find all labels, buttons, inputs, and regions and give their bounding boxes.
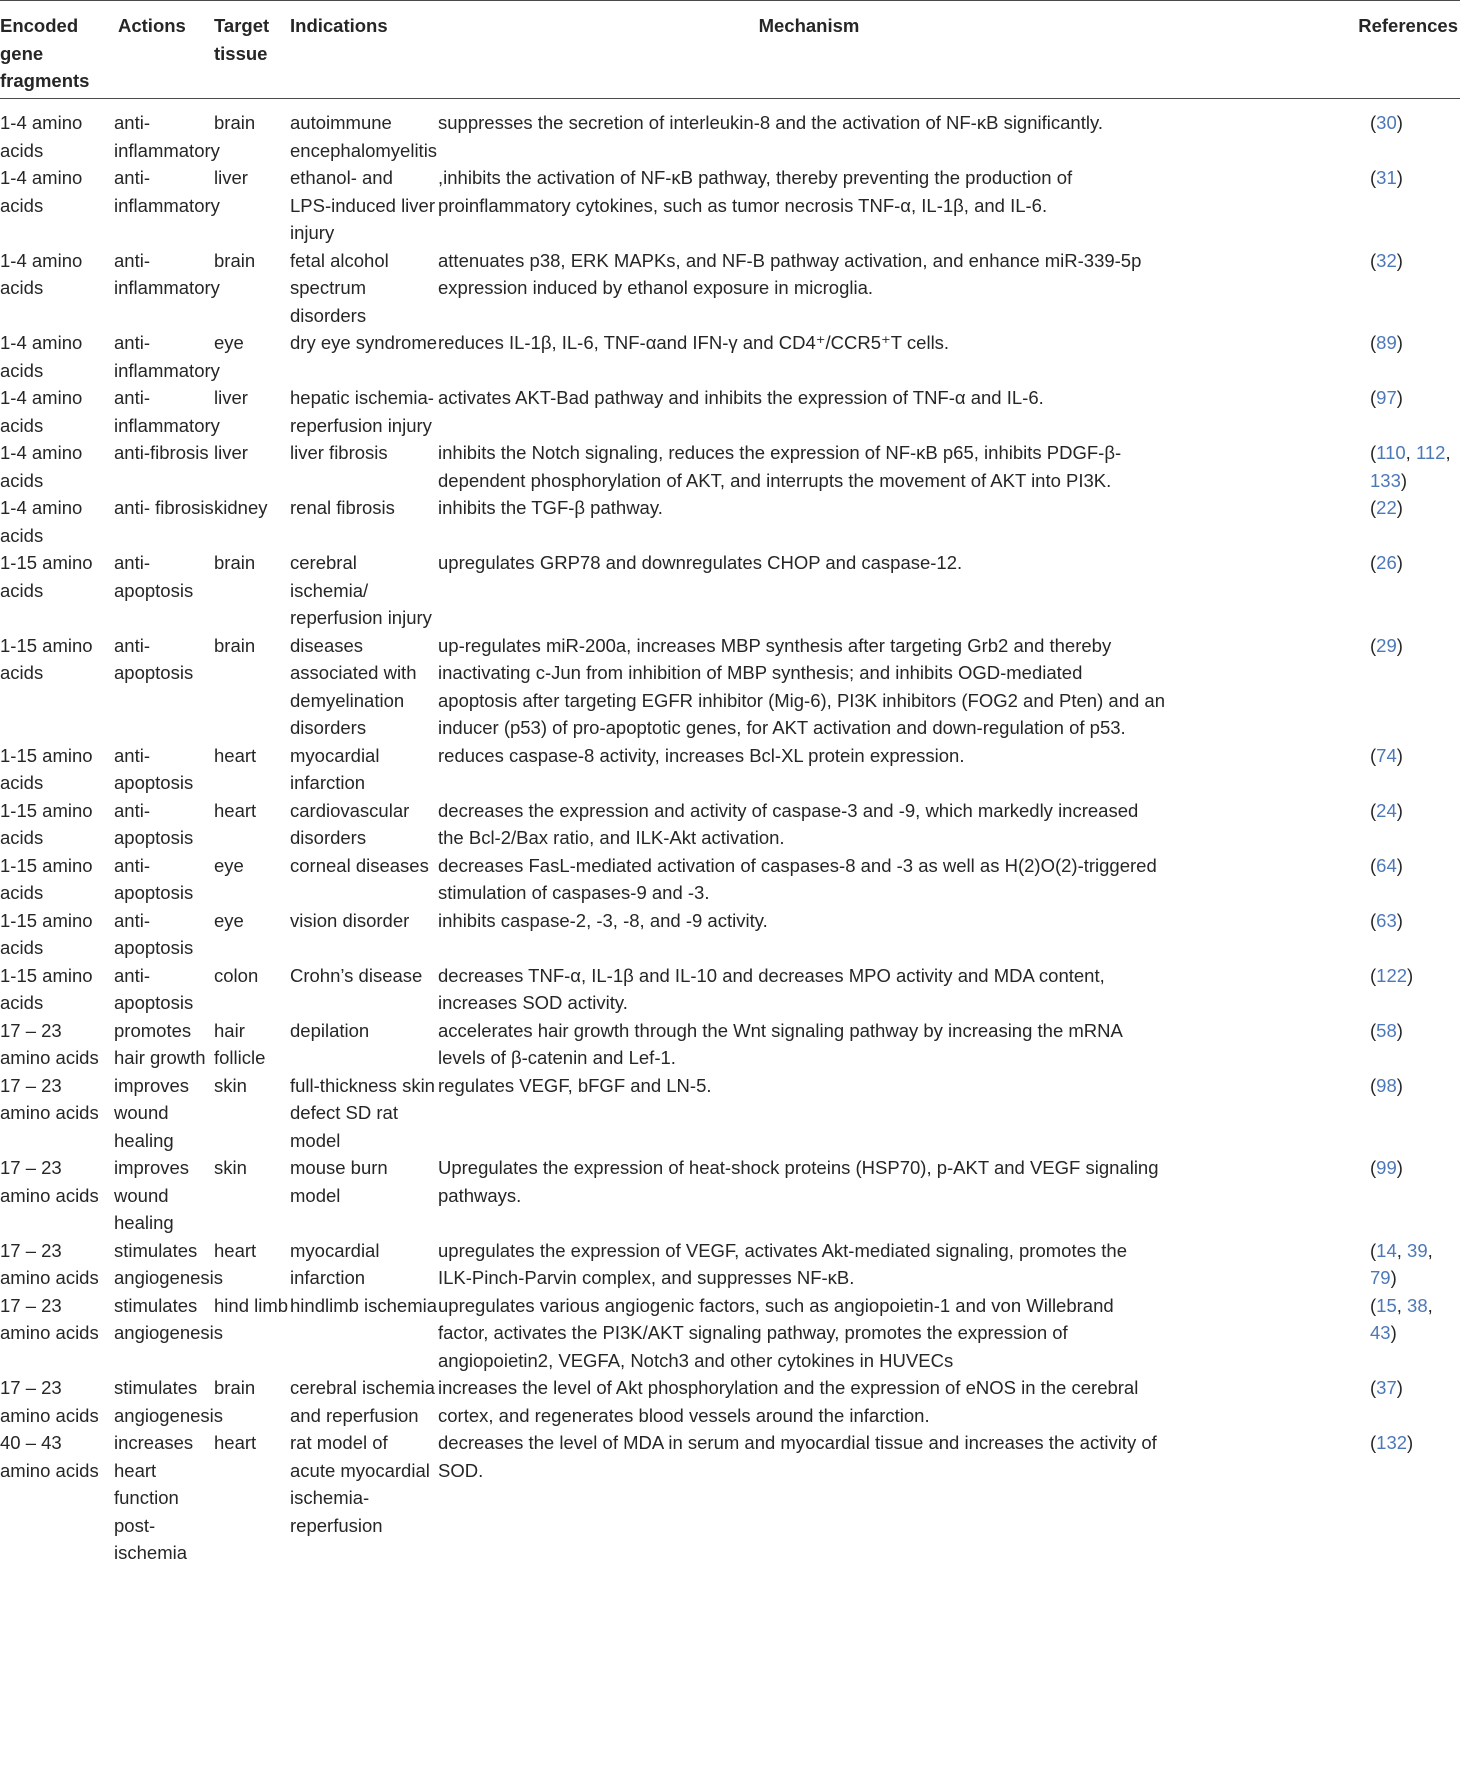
cell-gene: 1-4 amino acids <box>0 167 83 216</box>
cell-tissue: hind limb <box>214 1294 289 1316</box>
cell-references: (74) <box>1370 744 1403 766</box>
cell-tissue: heart <box>214 744 257 766</box>
reference-link[interactable]: 37 <box>1376 1377 1397 1398</box>
cell-actions: anti-inflammatory <box>114 332 220 381</box>
cell-gene: 1-15 amino acids <box>0 799 93 848</box>
cell-tissue: brain <box>214 1377 256 1398</box>
cell-references: (99) <box>1370 1157 1403 1178</box>
cell-tissue: hair follicle <box>214 1019 266 1068</box>
cell-tissue: eye <box>214 854 244 876</box>
cell-references: (29) <box>1370 634 1403 656</box>
header-row <box>0 8 1460 99</box>
table-row <box>0 1429 1460 1567</box>
reference-link[interactable]: 32 <box>1376 249 1397 271</box>
cell-gene: 1-15 amino acids <box>0 744 93 793</box>
reference-link[interactable]: 122 <box>1376 964 1408 986</box>
cell-indications: dry eye syndrome <box>290 332 438 353</box>
cell-indications: depilation <box>290 1019 370 1041</box>
cell-tissue: brain <box>214 634 256 656</box>
cell-tissue: heart <box>214 1239 257 1261</box>
cell-references: (30) <box>1370 112 1403 133</box>
cell-actions: stimulates angiogenesis <box>114 1294 224 1343</box>
cell-references: (22) <box>1370 497 1403 518</box>
cell-gene: 40 – 43 amino acids <box>0 1432 99 1481</box>
table-row <box>0 742 1460 797</box>
table-row <box>0 907 1460 962</box>
header-gene: Encoded gene fragments <box>0 15 90 91</box>
cell-indications: Crohn’s disease <box>290 964 423 986</box>
cell-references: (37) <box>1370 1377 1403 1398</box>
cell-actions: anti-inflammatory <box>114 249 220 298</box>
reference-link[interactable]: 74 <box>1376 744 1397 766</box>
cell-actions: improves wound healing <box>114 1074 190 1151</box>
cell-mechanism: ,inhibits the activation of NF-κB pathway, thereby preventing the production of proinflammatory cytokines, such as tumor necrosis TNF-α, IL-1β, and IL-6. <box>438 167 1073 216</box>
cell-tissue: skin <box>214 1157 247 1178</box>
cell-actions: anti- fibrosis <box>114 497 214 518</box>
cell-references: (64) <box>1370 854 1403 876</box>
cell-mechanism: inhibits the TGF-β pathway. <box>438 497 663 518</box>
cell-gene: 1-15 amino acids <box>0 909 93 958</box>
cell-tissue: liver <box>214 442 248 463</box>
cell-indications: vision disorder <box>290 909 410 931</box>
cell-gene: 17 – 23 amino acids <box>0 1239 99 1288</box>
reference-link[interactable]: 30 <box>1376 112 1397 133</box>
cell-references: (58) <box>1370 1019 1403 1041</box>
reference-link[interactable]: 98 <box>1376 1074 1397 1096</box>
reference-link[interactable]: 39 <box>1407 1239 1428 1261</box>
cell-mechanism: up-regulates miR-200a, increases MBP synthesis after targeting Grb2 and thereby inactivating c-Jun from inhibition of MBP synthesis; and inhibits OGD-mediated apoptosis after targeting EGFR inhibitor (Mig-6), PI3K inhibitors (FOG2 and Pten) and an inducer (p53) of pro-apoptotic genes, for AKT activation and down-regulation of p53. <box>438 634 1165 738</box>
cell-indications: full-thickness skin defect SD rat model <box>290 1074 435 1151</box>
table-row <box>0 1374 1460 1429</box>
header-mechanism: Mechanism <box>758 15 860 36</box>
cell-tissue: skin <box>214 1074 247 1096</box>
table-row <box>0 549 1460 632</box>
cell-mechanism: decreases the level of MDA in serum and myocardial tissue and increases the activity of SOD. <box>438 1432 1157 1481</box>
reference-link[interactable]: 79 <box>1370 1267 1391 1288</box>
cell-gene: 1-4 amino acids <box>0 497 83 546</box>
reference-link[interactable]: 110 <box>1376 442 1406 463</box>
cell-indications: myocardial infarction <box>290 744 380 793</box>
table-row <box>0 1292 1460 1375</box>
cell-actions: anti-inflammatory <box>114 167 220 216</box>
cell-indications: hindlimb ischemia <box>290 1294 438 1316</box>
cell-actions: anti-apoptosis <box>114 552 194 601</box>
reference-link[interactable]: 43 <box>1370 1322 1391 1343</box>
cell-gene: 1-15 amino acids <box>0 854 93 903</box>
table-row <box>0 247 1460 330</box>
cell-gene: 1-15 amino acids <box>0 964 93 1013</box>
header-references: References <box>1358 15 1458 36</box>
cell-gene: 1-4 amino acids <box>0 112 83 161</box>
cell-mechanism: inhibits the Notch signaling, reduces the expression of NF-κB p65, inhibits PDGF-β-dependent phosphorylation of AKT, and interrupts the movement of AKT into PI3K. <box>438 442 1122 491</box>
cell-gene: 1-15 amino acids <box>0 552 93 601</box>
cell-actions: anti-inflammatory <box>114 387 220 436</box>
cell-indications: ethanol- and LPS-induced liver injury <box>290 167 435 243</box>
reference-link[interactable]: 14 <box>1376 1239 1397 1261</box>
cell-references: (32) <box>1370 249 1403 271</box>
table-row <box>0 384 1460 439</box>
cell-tissue: brain <box>214 552 256 573</box>
cell-mechanism: upregulates various angiogenic factors, such as angiopoietin-1 and von Willebrand factor, activates the PI3K/AKT signaling pathway, promotes the expression of angiopoietin2, VEGFA, Notch3 and other cytokines in HUVECs <box>438 1294 1114 1371</box>
cell-mechanism: reduces caspase-8 activity, increases Bcl-XL protein expression. <box>438 744 965 766</box>
cell-tissue: brain <box>214 249 256 271</box>
cell-actions: anti-inflammatory <box>114 112 220 161</box>
reference-link[interactable]: 133 <box>1370 469 1401 491</box>
cell-indications: autoimmune encephalomyelitis <box>290 112 438 161</box>
reference-link[interactable]: 112 <box>1415 442 1446 463</box>
cell-indications: mouse burn model <box>290 1157 388 1206</box>
cell-references: (89) <box>1370 332 1403 353</box>
cell-tissue: liver <box>214 167 248 188</box>
cell-mechanism: attenuates p38, ERK MAPKs, and NF-B pathway activation, and enhance miR-339-5p expression induced by ethanol exposure in microglia. <box>438 249 1142 298</box>
cell-mechanism: upregulates the expression of VEGF, activates Akt-mediated signaling, promotes the ILK-Pinch-Parvin complex, and suppresses NF-κB. <box>438 1239 1127 1288</box>
cell-gene: 17 – 23 amino acids <box>0 1294 99 1343</box>
cell-mechanism: decreases FasL-mediated activation of caspases-8 and -3 as well as H(2)O(2)-triggered stimulation of caspases-9 and -3. <box>438 854 1157 903</box>
cell-gene: 17 – 23 amino acids <box>0 1074 99 1123</box>
cell-references: (26) <box>1370 552 1403 573</box>
reference-link[interactable]: 63 <box>1376 909 1397 931</box>
cell-actions: stimulates angiogenesis <box>114 1239 224 1288</box>
table-row <box>0 1237 1460 1292</box>
cell-mechanism: upregulates GRP78 and downregulates CHOP and caspase-12. <box>438 552 963 573</box>
header-actions: Actions <box>118 15 186 36</box>
reference-link[interactable]: 97 <box>1376 387 1397 408</box>
cell-actions: anti-fibrosis <box>114 442 209 463</box>
data-table <box>0 8 1460 1567</box>
cell-indications: cerebral ischemia/ reperfusion injury <box>290 552 432 628</box>
cell-indications: fetal alcohol spectrum disorders <box>290 249 389 326</box>
cell-tissue: eye <box>214 909 244 931</box>
cell-mechanism: accelerates hair growth through the Wnt signaling pathway by increasing the mRNA levels of β-catenin and Lef-1. <box>438 1019 1122 1068</box>
cell-indications: liver fibrosis <box>290 442 388 463</box>
cell-tissue: brain <box>214 112 256 133</box>
cell-actions: promotes hair growth <box>114 1019 206 1068</box>
cell-mechanism: increases the level of Akt phosphorylation and the expression of eNOS in the cerebral cortex, and regenerates blood vessels around the infarction. <box>438 1377 1139 1426</box>
cell-actions: anti-apoptosis <box>114 634 194 683</box>
cell-indications: diseases associated with demyelination disorders <box>290 634 417 738</box>
cell-actions: anti-apoptosis <box>114 799 194 848</box>
cell-actions: improves wound healing <box>114 1157 190 1233</box>
cell-tissue: colon <box>214 964 259 986</box>
reference-link[interactable]: 22 <box>1376 497 1397 518</box>
reference-link[interactable]: 15 <box>1376 1294 1397 1316</box>
reference-link[interactable]: 31 <box>1376 167 1397 188</box>
reference-link[interactable]: 64 <box>1376 854 1397 876</box>
cell-actions: anti-apoptosis <box>114 744 194 793</box>
cell-gene: 1-4 amino acids <box>0 442 83 491</box>
cell-mechanism: decreases the expression and activity of caspase-3 and -9, which markedly increased the Bcl-2/Bax ratio, and ILK-Akt activation. <box>438 799 1139 848</box>
cell-references: (122) <box>1370 964 1414 986</box>
cell-actions: increases heart function post-ischemia <box>114 1432 194 1563</box>
cell-references: (132) <box>1370 1432 1414 1453</box>
cell-references: (15, 38, 43) <box>1370 1294 1433 1343</box>
cell-gene: 1-15 amino acids <box>0 634 93 683</box>
cell-actions: stimulates angiogenesis <box>114 1377 224 1426</box>
cell-references: (63) <box>1370 909 1403 931</box>
cell-mechanism: decreases TNF-α, IL-1β and IL-10 and decreases MPO activity and MDA content, increases SOD activity. <box>438 964 1105 1013</box>
table-top-rule <box>0 0 1460 1</box>
table-row <box>0 632 1460 742</box>
cell-references: (31) <box>1370 167 1403 188</box>
cell-gene: 1-4 amino acids <box>0 332 83 381</box>
cell-indications: corneal diseases <box>290 854 429 876</box>
cell-references: (110, 112, 133) <box>1370 442 1451 491</box>
cell-indications: rat model of acute myocardial ischemia-reperfusion <box>290 1432 430 1536</box>
cell-mechanism: reduces IL-1β, IL-6, TNF-αand IFN-γ and CD4⁺/CCR5⁺T cells. <box>438 332 950 353</box>
cell-references: (98) <box>1370 1074 1403 1096</box>
cell-mechanism: activates AKT-Bad pathway and inhibits the expression of TNF-α and IL-6. <box>438 387 1044 408</box>
reference-link[interactable]: 89 <box>1376 332 1397 353</box>
cell-mechanism: regulates VEGF, bFGF and LN-5. <box>438 1074 712 1096</box>
cell-tissue: eye <box>214 332 244 353</box>
cell-actions: anti-apoptosis <box>114 964 194 1013</box>
cell-references: (14, 39, 79) <box>1370 1239 1433 1288</box>
cell-references: (24) <box>1370 799 1403 821</box>
reference-link[interactable]: 58 <box>1376 1019 1397 1041</box>
cell-indications: cerebral ischemia and reperfusion <box>290 1377 435 1426</box>
table-row <box>0 439 1460 494</box>
cell-mechanism: Upregulates the expression of heat-shock proteins (HSP70), p-AKT and VEGF signaling pathways. <box>438 1157 1159 1206</box>
table-row <box>0 1017 1460 1072</box>
cell-tissue: kidney <box>214 497 268 518</box>
reference-link[interactable]: 99 <box>1376 1157 1397 1178</box>
cell-gene: 1-4 amino acids <box>0 387 83 436</box>
cell-indications: renal fibrosis <box>290 497 395 518</box>
table-row <box>0 99 1460 164</box>
cell-indications: hepatic ischemia-reperfusion injury <box>290 387 434 436</box>
cell-gene: 1-4 amino acids <box>0 249 83 298</box>
header-indications: Indications <box>290 15 388 36</box>
table-row <box>0 1072 1460 1155</box>
header-tissue: Target tissue <box>214 15 270 64</box>
table-row <box>0 1154 1460 1237</box>
cell-mechanism: inhibits caspase-2, -3, -8, and -9 activity. <box>438 909 768 931</box>
cell-actions: anti-apoptosis <box>114 909 194 958</box>
cell-references: (97) <box>1370 387 1403 408</box>
table-row <box>0 797 1460 852</box>
cell-tissue: heart <box>214 1432 257 1453</box>
reference-link[interactable]: 38 <box>1407 1294 1428 1316</box>
cell-mechanism: suppresses the secretion of interleukin-8 and the activation of NF-κB significantly. <box>438 112 1103 133</box>
cell-gene: 17 – 23 amino acids <box>0 1019 99 1068</box>
cell-indications: cardiovascular disorders <box>290 799 410 848</box>
reference-link[interactable]: 24 <box>1376 799 1397 821</box>
cell-tissue: liver <box>214 387 248 408</box>
table-row <box>0 494 1460 549</box>
table-row <box>0 962 1460 1017</box>
reference-link[interactable]: 132 <box>1376 1432 1408 1453</box>
reference-link[interactable]: 26 <box>1376 552 1397 573</box>
cell-tissue: heart <box>214 799 257 821</box>
table-row <box>0 852 1460 907</box>
table-body <box>0 99 1460 1567</box>
table-row <box>0 164 1460 247</box>
reference-link[interactable]: 29 <box>1376 634 1397 656</box>
cell-actions: anti-apoptosis <box>114 854 194 903</box>
cell-gene: 17 – 23 amino acids <box>0 1377 99 1426</box>
cell-indications: myocardial infarction <box>290 1239 380 1288</box>
cell-gene: 17 – 23 amino acids <box>0 1157 99 1206</box>
table-row <box>0 329 1460 384</box>
